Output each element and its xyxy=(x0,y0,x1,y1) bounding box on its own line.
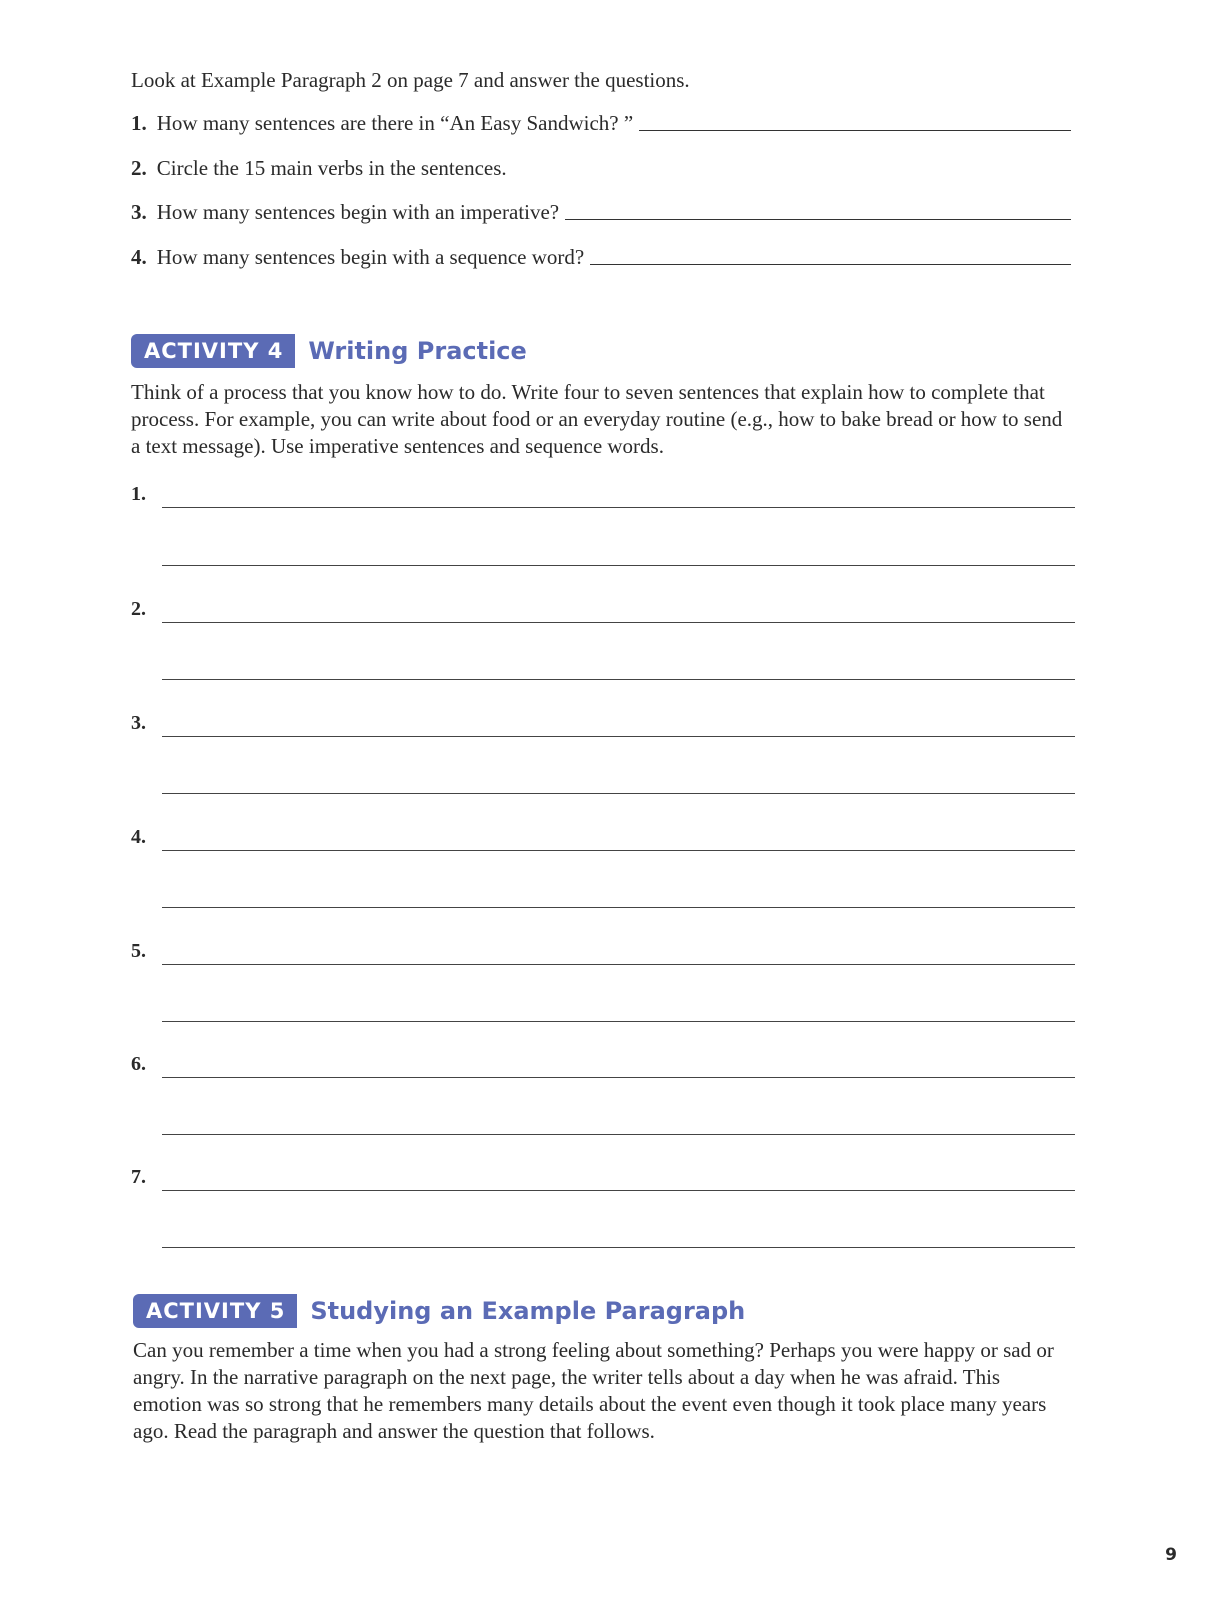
activity-title: Writing Practice xyxy=(308,337,527,365)
writing-line-5-continuation[interactable] xyxy=(131,992,1075,1022)
question-4 xyxy=(131,240,1071,270)
line-number: 2. xyxy=(131,598,146,620)
activity-badge: ACTIVITY 4 xyxy=(131,334,295,368)
answer-blank[interactable] xyxy=(590,263,1071,265)
answer-rule[interactable] xyxy=(162,964,1075,965)
question-number: 3. xyxy=(131,200,147,224)
writing-line-7-continuation[interactable] xyxy=(131,1218,1075,1248)
activity-4-instructions: Think of a process that you know how to do. Write four to seven sentences that explain how to complete that process. For example, you can write about food or an everyday routine (e.g., how to bake bread or how to send a text message). Use imperative sentences and sequence words. xyxy=(131,380,1063,458)
writing-line-6[interactable] xyxy=(131,1048,1075,1078)
activity-4-heading xyxy=(131,334,527,368)
writing-line-2[interactable] xyxy=(131,593,1075,623)
answer-rule[interactable] xyxy=(162,907,1075,908)
answer-rule[interactable] xyxy=(162,1247,1075,1248)
writing-line-3[interactable] xyxy=(131,707,1075,737)
question-text: How many sentences begin with an imperative? xyxy=(156,200,560,224)
answer-rule[interactable] xyxy=(162,1134,1075,1135)
writing-line-4[interactable] xyxy=(131,821,1075,851)
answer-blank[interactable] xyxy=(639,129,1071,131)
answer-rule[interactable] xyxy=(162,1190,1075,1191)
answer-rule[interactable] xyxy=(162,1077,1075,1078)
answer-rule[interactable] xyxy=(162,850,1075,851)
page-number: 9 xyxy=(1165,1545,1177,1565)
question-1 xyxy=(131,106,1071,136)
writing-line-1[interactable] xyxy=(131,478,1075,508)
line-number: 3. xyxy=(131,712,146,734)
writing-line-1-continuation[interactable] xyxy=(131,536,1075,566)
line-number: 6. xyxy=(131,1053,146,1075)
answer-rule[interactable] xyxy=(162,565,1075,566)
question-number: 2. xyxy=(131,156,147,180)
writing-line-2-continuation[interactable] xyxy=(131,650,1075,680)
writing-line-5[interactable] xyxy=(131,935,1075,965)
line-number: 1. xyxy=(131,483,146,505)
activity-title: Studying an Example Paragraph xyxy=(310,1297,746,1325)
writing-line-7[interactable] xyxy=(131,1161,1075,1191)
writing-line-4-continuation[interactable] xyxy=(131,878,1075,908)
answer-rule[interactable] xyxy=(162,507,1075,508)
answer-rule[interactable] xyxy=(162,1021,1075,1022)
intro-instruction: Look at Example Paragraph 2 on page 7 and answer the questions. xyxy=(131,68,690,92)
activity-5-text: Can you remember a time when you had a strong feeling about something? Perhaps you were happy or sad or angry. In the narrative paragraph on the next page, the writer tells about a day when he was afraid. This emotion was so strong that he remembers many details about the event even though it took place many years ago. Read the paragraph and answer the question that follows. xyxy=(133,1338,1054,1443)
activity-5-heading xyxy=(133,1294,745,1328)
question-number: 1. xyxy=(131,111,147,135)
answer-blank[interactable] xyxy=(565,218,1071,220)
answer-rule[interactable] xyxy=(162,736,1075,737)
answer-rule[interactable] xyxy=(162,793,1075,794)
writing-line-3-continuation[interactable] xyxy=(131,764,1075,794)
question-text: Circle the 15 main verbs in the sentences. xyxy=(156,156,507,180)
question-text: How many sentences begin with a sequence word? xyxy=(156,245,585,269)
question-number: 4. xyxy=(131,245,147,269)
answer-rule[interactable] xyxy=(162,622,1075,623)
answer-rule[interactable] xyxy=(162,679,1075,680)
question-text: How many sentences are there in “An Easy Sandwich? ” xyxy=(156,111,634,135)
line-number: 7. xyxy=(131,1166,146,1188)
question-2 xyxy=(131,151,1071,181)
line-number: 4. xyxy=(131,826,146,848)
activity-badge: ACTIVITY 5 xyxy=(133,1294,297,1328)
line-number: 5. xyxy=(131,940,146,962)
writing-line-6-continuation[interactable] xyxy=(131,1105,1075,1135)
question-3 xyxy=(131,195,1071,225)
